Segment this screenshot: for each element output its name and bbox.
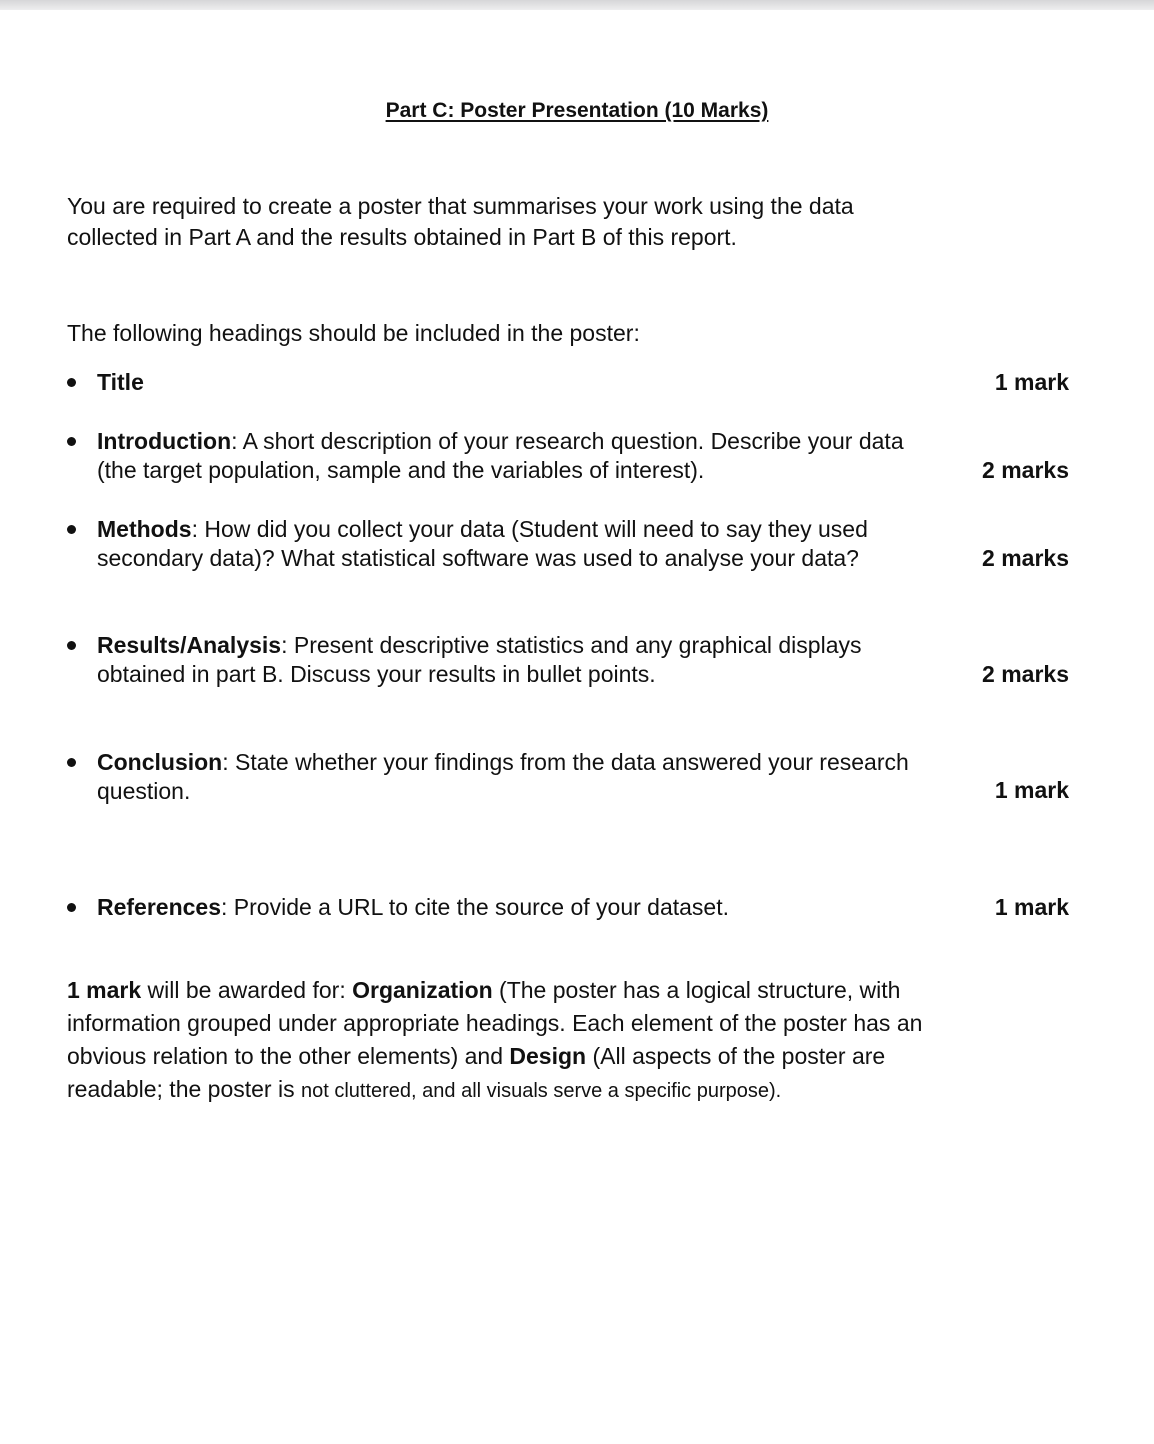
- intro-paragraph: [67, 191, 967, 253]
- closing-line-4a: readable; the poster is: [67, 1076, 301, 1102]
- item-marks: 1 mark: [994, 894, 1069, 920]
- bullet-icon: [67, 378, 76, 387]
- organization-label: Organization: [352, 977, 493, 1003]
- item-text: [97, 893, 729, 922]
- closing-line-4b: not cluttered, and all visuals serve a specific purpose).: [300, 1080, 782, 1102]
- closing-text-2: (The poster has a logical structure, with: [492, 977, 901, 1003]
- item-text: [97, 427, 904, 485]
- item-description: : A short description of your research question. Describe your data: [231, 428, 904, 454]
- item-marks: 2 marks: [982, 545, 1069, 571]
- item-description: : State whether your findings from the data answered your research: [222, 749, 909, 775]
- item-heading: References: [97, 894, 222, 920]
- closing-text-1: will be awarded for:: [141, 977, 353, 1003]
- item-description: : How did you collect your data (Student will need to say they used: [191, 516, 868, 542]
- item-description: : Present descriptive statistics and any graphical displays: [281, 632, 862, 658]
- closing-paragraph: [67, 974, 1067, 1108]
- item-text: [97, 631, 861, 689]
- headings-lead: The following headings should be included in the poster:: [67, 320, 640, 346]
- item-heading: Methods: [97, 516, 192, 542]
- item-text: [97, 515, 868, 573]
- item-heading: Title: [97, 369, 144, 395]
- design-label: Design: [509, 1043, 587, 1069]
- item-description-line-2: (the target population, sample and the variables of interest).: [97, 457, 705, 483]
- item-description-line-2: obtained in part B. Discuss your results in bullet points.: [97, 661, 656, 687]
- bullet-icon: [67, 525, 76, 534]
- item-description: : Provide a URL to cite the source of your dataset.: [221, 894, 729, 920]
- item-heading: Results/Analysis: [97, 632, 282, 658]
- page-title: Part C: Poster Presentation (10 Marks): [385, 99, 769, 122]
- bullet-icon: [67, 437, 76, 446]
- intro-line-2: collected in Part A and the results obtained in Part B of this report.: [67, 224, 737, 250]
- item-heading: Conclusion: [97, 749, 223, 775]
- closing-mark-label: 1 mark: [67, 977, 142, 1003]
- closing-line-2: information grouped under appropriate headings. Each element of the poster has an: [67, 1010, 923, 1036]
- item-description-line-2: secondary data)? What statistical software was used to analyse your data?: [97, 545, 859, 571]
- item-marks: 2 marks: [982, 661, 1069, 687]
- closing-line-3b: (All aspects of the poster are: [586, 1043, 886, 1069]
- bullet-icon: [67, 641, 76, 650]
- item-marks: 2 marks: [982, 457, 1069, 483]
- item-marks: 1 mark: [994, 369, 1069, 395]
- closing-line-3a: obvious relation to the other elements) and: [67, 1043, 510, 1069]
- item-description-line-2: question.: [97, 778, 191, 804]
- item-text: [97, 368, 144, 397]
- item-text: [97, 748, 909, 806]
- item-heading: Introduction: [97, 428, 232, 454]
- bullet-icon: [67, 758, 76, 767]
- top-bar: [0, 0, 1154, 10]
- item-marks: 1 mark: [994, 777, 1069, 803]
- intro-line-1: You are required to create a poster that summarises your work using the data: [67, 193, 854, 219]
- bullet-icon: [67, 903, 76, 912]
